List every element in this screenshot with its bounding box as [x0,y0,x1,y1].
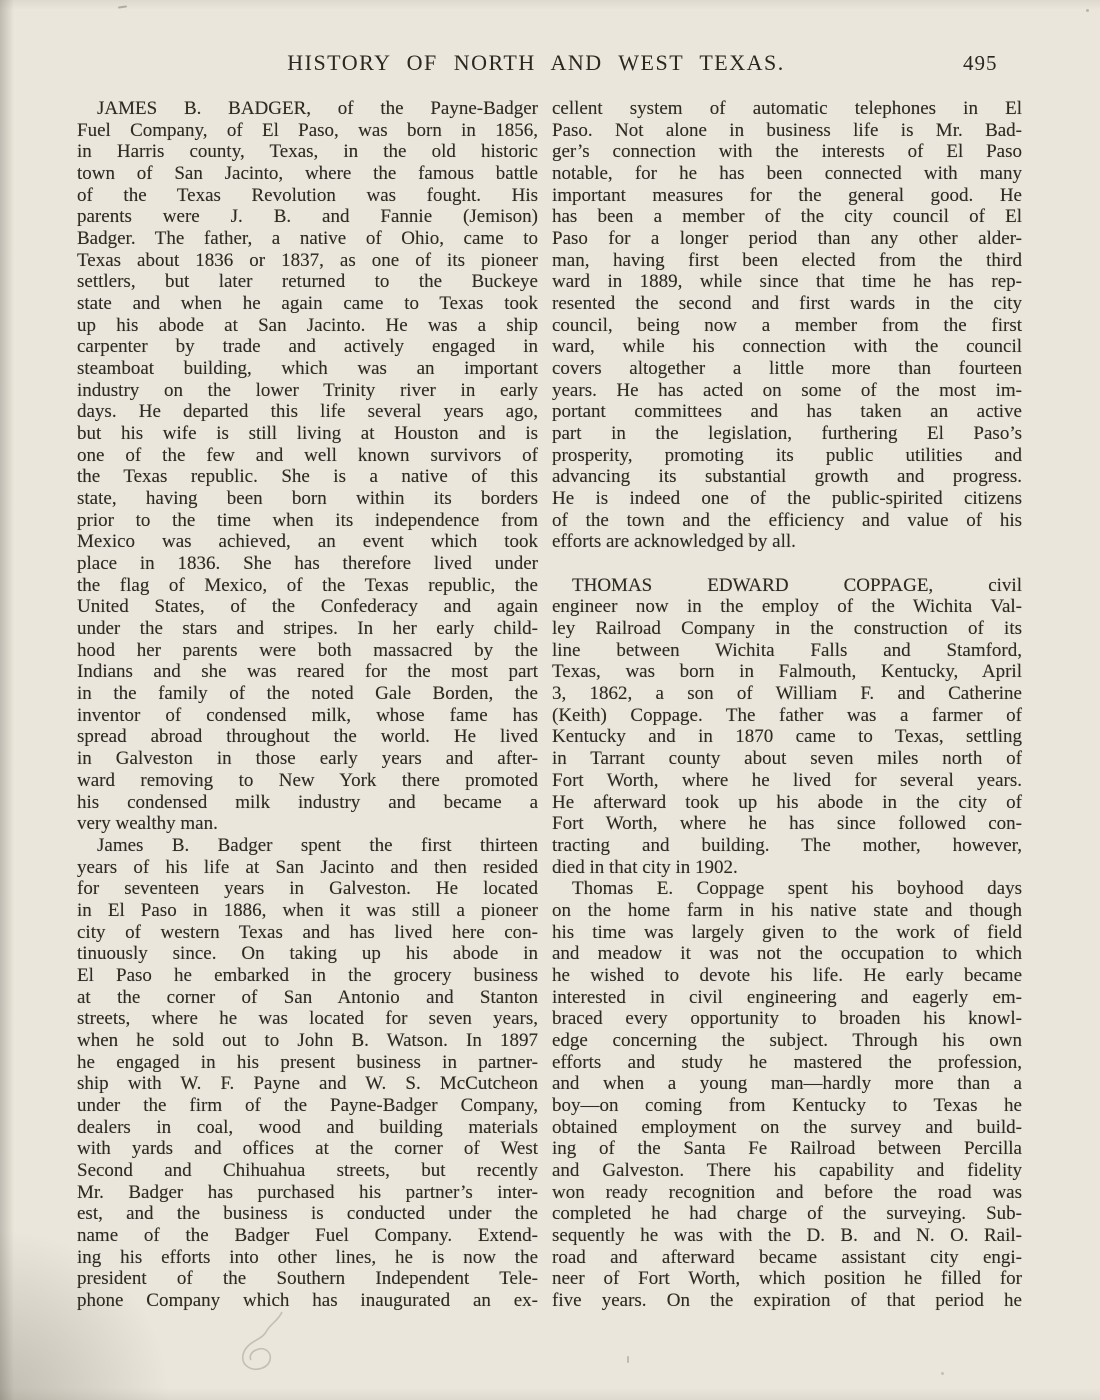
text-line: streets, where he was located for seven years, [77,1008,538,1030]
text-line: prosperity, promoting its public utilities and [552,444,1022,466]
text-line: steamboat building, which was an important [77,358,538,380]
text-line: est, and the business is conducted under the [77,1203,538,1225]
text-line: ward, while his connection with the council [552,336,1022,358]
text-line: has been a member of the city council of El [552,206,1022,228]
text-line: Thomas E. Coppage spent his boyhood days [572,878,1022,900]
text-line: Texas about 1836 or 1837, as one of its pioneer [77,249,538,271]
text-line: years of his life at San Jacinto and then resided [77,856,538,878]
text-line: dealers in coal, wood and building materials [77,1116,538,1138]
text-line: state and when he again came to Texas took [77,293,538,315]
text-line: sequently he was with the D. B. and N. O. Rail- [552,1224,1022,1246]
text-line: his time was largely given to the work of field [552,921,1022,943]
text-line: portant committees and has taken an active [552,401,1022,423]
text-line: carpenter by trade and actively engaged in [77,336,538,358]
text-line: boy—on coming from Kentucky to Texas he [552,1094,1022,1116]
text-line: advancing its substantial growth and progress. [552,466,1022,488]
text-line: road and afterward became assistant city engi- [552,1246,1022,1268]
text-line: interested in civil engineering and eagerly em- [552,986,1022,1008]
text-line: ward in 1889, while since that time he has rep- [552,271,1022,293]
text-line: with yards and offices at the corner of West [77,1138,538,1160]
paper-speck [1086,9,1089,12]
text-line: ward removing to New York there promoted [77,769,538,791]
text-line: place in 1836. She has therefore lived under [77,553,538,575]
text-line: and meadow it was not the occupation to which [552,943,1022,965]
text-line: Badger. The father, a native of Ohio, came to [77,228,538,250]
text-line: braced every opportunity to broaden his knowl- [552,1008,1022,1030]
text-line: council, being now a member from the first [552,314,1022,336]
text-line: completed he had charge of the surveying. Sub- [552,1203,1022,1225]
text-line: notable, for he has been connected with many [552,163,1022,185]
text-line: ley Railroad Company in the construction of its [552,618,1022,640]
text-line: part in the legislation, furthering El Paso’s [552,423,1022,445]
text-line: Paso for a longer period than any other alder- [552,228,1022,250]
text-line: in Galveston in those early years and after- [77,748,538,770]
text-line: resented the second and first wards in the city [552,293,1022,315]
text-line: state, having been born within its borders [77,488,538,510]
text-line: the flag of Mexico, of the Texas republic, the [77,574,538,596]
text-line: man, having first been elected from the third [552,249,1022,271]
text-line: James B. Badger spent the first thirteen [97,834,538,856]
text-line: Paso. Not alone in business life is Mr. Bad- [552,119,1022,141]
text-line: cellent system of automatic telephones in El [552,98,1022,119]
text-line: phone Company which has inaugurated an ex- [77,1289,538,1311]
text-line: of the Texas Revolution was fought. His [77,184,538,206]
text-line: covers altogether a little more than fourteen [552,358,1022,380]
text-line: settlers, but later returned to the Buckeye [77,271,538,293]
text-line: of the town and the efficiency and value of his [552,509,1022,531]
text-line: spread abroad throughout the world. He lived [77,726,538,748]
text-line: ing of the Santa Fe Railroad between Percilla [552,1138,1022,1160]
text-line: 3, 1862, a son of William F. and Catherine [552,683,1022,705]
column-left [77,98,538,1312]
text-line: tinuously since. On taking up his abode in [77,943,538,965]
text-line: and when a young man—hardly more than a [552,1073,1022,1095]
text-line: hood her parents were both massacred by the [77,639,538,661]
text-line: died in that city in 1902. [552,856,738,878]
text-line: Texas, was born in Falmouth, Kentucky, April [552,661,1022,683]
text-line: town of San Jacinto, where the famous battle [77,163,538,185]
paragraph [552,878,1022,1311]
text-line: neer of Fort Worth, which position he filled for [552,1268,1022,1290]
text-line: JAMES B. BADGER, of the Payne-Badger [97,98,538,119]
running-head: HISTORY OF NORTH AND WEST TEXAS. [287,50,785,75]
text-line: Fuel Company, of El Paso, was born in 1856, [77,119,538,141]
text-line: up his abode at San Jacinto. He was a ship [77,314,538,336]
text-line: his condensed milk industry and became a [77,791,538,813]
text-line: he wished to devote his life. He early became [552,964,1022,986]
text-line: in Tarrant county about seven miles north of [552,748,1022,770]
text-line: in El Paso in 1886, when it was still a pioneer [77,899,538,921]
text-line: Fort Worth, where he has since followed con- [552,813,1022,835]
text-line: at the corner of San Antonio and Stanton [77,986,538,1008]
text-line: engineer now in the employ of the Wichita Val- [552,596,1022,618]
paragraph [77,835,538,1312]
text-line: years. He has acted on some of the most im- [552,379,1022,401]
text-line: parents were J. B. and Fannie (Jemison) [77,206,538,228]
text-line: Fort Worth, where he lived for several years. [552,769,1022,791]
text-line: prior to the time when its independence from [77,509,538,531]
text-line: but his wife is still living at Houston and is [77,423,538,445]
text-line: line between Wichita Falls and Stamford, [552,639,1022,661]
text-line: the Texas republic. She is a native of this [77,466,538,488]
text-line: Indians and she was reared for the most part [77,661,538,683]
text-line: in the family of the noted Gale Borden, the [77,683,538,705]
text-line: inventor of condensed milk, whose fame has [77,704,538,726]
text-line: important measures for the general good. He [552,184,1022,206]
text-line: tracting and building. The mother, however, [552,834,1022,856]
text-line: Mexico was achieved, an event which took [77,531,538,553]
text-line: efforts and study he mastered the profession, [552,1051,1022,1073]
text-line: THOMAS EDWARD COPPAGE, civil [572,574,1022,596]
text-line: United States, of the Confederacy and again [77,596,538,618]
text-line: Second and Chihuahua streets, but recently [77,1159,538,1181]
text-line: on the home farm in his native state and though [552,899,1022,921]
paragraph [552,575,1022,878]
text-line: El Paso he embarked in the grocery business [77,964,538,986]
paper-speck [941,1372,944,1375]
text-line: he engaged in his present business in partner- [77,1051,538,1073]
text-line: name of the Badger Fuel Company. Extend- [77,1224,538,1246]
paper-speck [118,5,127,8]
text-line: when he sold out to John B. Watson. In 1897 [77,1029,538,1051]
text-line: in Harris county, Texas, in the old historic [77,141,538,163]
text-line: president of the Southern Independent Tele- [77,1268,538,1290]
text-line: Mr. Badger has purchased his partner’s inter- [77,1181,538,1203]
text-line: one of the few and well known survivors of [77,444,538,466]
pencil-squiggle-mark [218,1308,302,1380]
text-line: He afterward took up his abode in the city of [552,791,1022,813]
text-line: (Keith) Coppage. The father was a farmer of [552,704,1022,726]
text-line: won ready recognition and before the road was [552,1181,1022,1203]
column-right [552,98,1022,1312]
page-number: 495 [963,51,998,75]
text-line: five years. On the expiration of that period he [552,1289,1022,1311]
paragraph [552,98,1022,553]
text-line: ger’s connection with the interests of El Paso [552,141,1022,163]
text-line: obtained employment on the survey and build- [552,1116,1022,1138]
paper-speck [627,1356,629,1363]
text-line: city of western Texas and has lived here con- [77,921,538,943]
paragraph [77,98,538,835]
text-line: efforts are acknowledged by all. [552,531,796,553]
text-line: ship with W. F. Payne and W. S. McCutcheon [77,1073,538,1095]
text-line: very wealthy man. [77,813,218,835]
text-line: Kentucky and in 1870 came to Texas, settling [552,726,1022,748]
text-line: under the stars and stripes. In her early child- [77,618,538,640]
text-line: days. He departed this life several years ago, [77,401,538,423]
text-line: ing his efforts into other lines, he is now the [77,1246,538,1268]
text-line: industry on the lower Trinity river in early [77,379,538,401]
text-line: edge concerning the subject. Through his own [552,1029,1022,1051]
text-line: He is indeed one of the public-spirited citizens [552,488,1022,510]
text-line: and Galveston. There his capability and fidelity [552,1159,1022,1181]
text-line: for seventeen years in Galveston. He located [77,878,538,900]
text-line: under the firm of the Payne-Badger Company, [77,1094,538,1116]
